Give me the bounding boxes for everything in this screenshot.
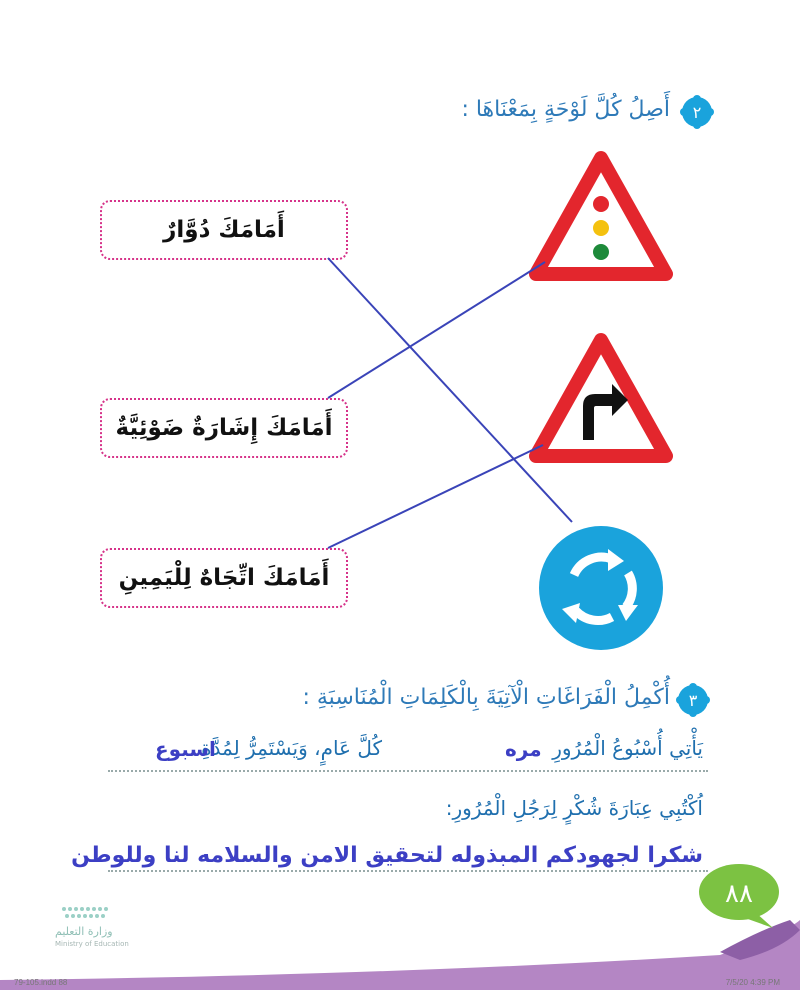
answer-duration[interactable]: اسبوع (155, 737, 216, 761)
sentence-1-part-2: كُلَّ عَامٍ، وَيَسْتَمِرُّ لِمُدَّةِ (201, 736, 382, 760)
label-roundabout[interactable]: أَمَامَكَ دُوَّارٌ (100, 200, 348, 260)
ministry-logo-arabic: وزارة التعليم (55, 925, 113, 938)
print-footer-date: 7/5/20 4:39 PM (725, 978, 780, 987)
page-number-bubble-icon (695, 862, 785, 932)
answer-line-1 (108, 770, 708, 772)
line-traffic-light (328, 262, 545, 398)
label-turn-right[interactable]: أَمَامَكَ اتِّجَاهٌ لِلْيَمِينِ (100, 548, 348, 608)
answer-frequency[interactable]: مره (505, 737, 542, 761)
print-footer-file: 79-105.indd 88 (14, 978, 68, 987)
label-traffic-light[interactable]: أَمَامَكَ إِشَارَةٌ ضَوْئِيَّةٌ (100, 398, 348, 458)
ministry-logo-icon (58, 905, 118, 923)
question-3-number: ٣ (688, 691, 698, 710)
sentence-1-part-1: يَأْتِي أُسْبُوعُ الْمُرُورِ (552, 736, 703, 760)
ministry-logo-english: Ministry of Education (55, 940, 129, 948)
line-roundabout (328, 258, 572, 522)
question-2-number: ٢ (692, 103, 702, 122)
answer-thanks[interactable]: شكرا لجهودكم المبذوله لتحقيق الامن والسلامه لنا وللوطن (71, 843, 703, 868)
line-turn-right (328, 445, 543, 548)
page-footer-decoration (0, 860, 800, 991)
page-number: ٨٨ (725, 879, 753, 909)
sentence-2-prompt: اُكْتُبِي عِبَارَةَ شُكْرٍ لِرَجُلِ الْمُرُورِ: (445, 796, 703, 820)
question-3-badge-icon (676, 683, 710, 717)
question-2-title: أَصِلُ كُلَّ لَوْحَةٍ بِمَعْنَاهَا : (461, 97, 670, 122)
question-3-title: أُكْمِلُ الْفَرَاغَاتِ الْآتِيَةَ بِالْكَلِمَاتِ الْمُنَاسِبَةِ : (302, 685, 670, 710)
